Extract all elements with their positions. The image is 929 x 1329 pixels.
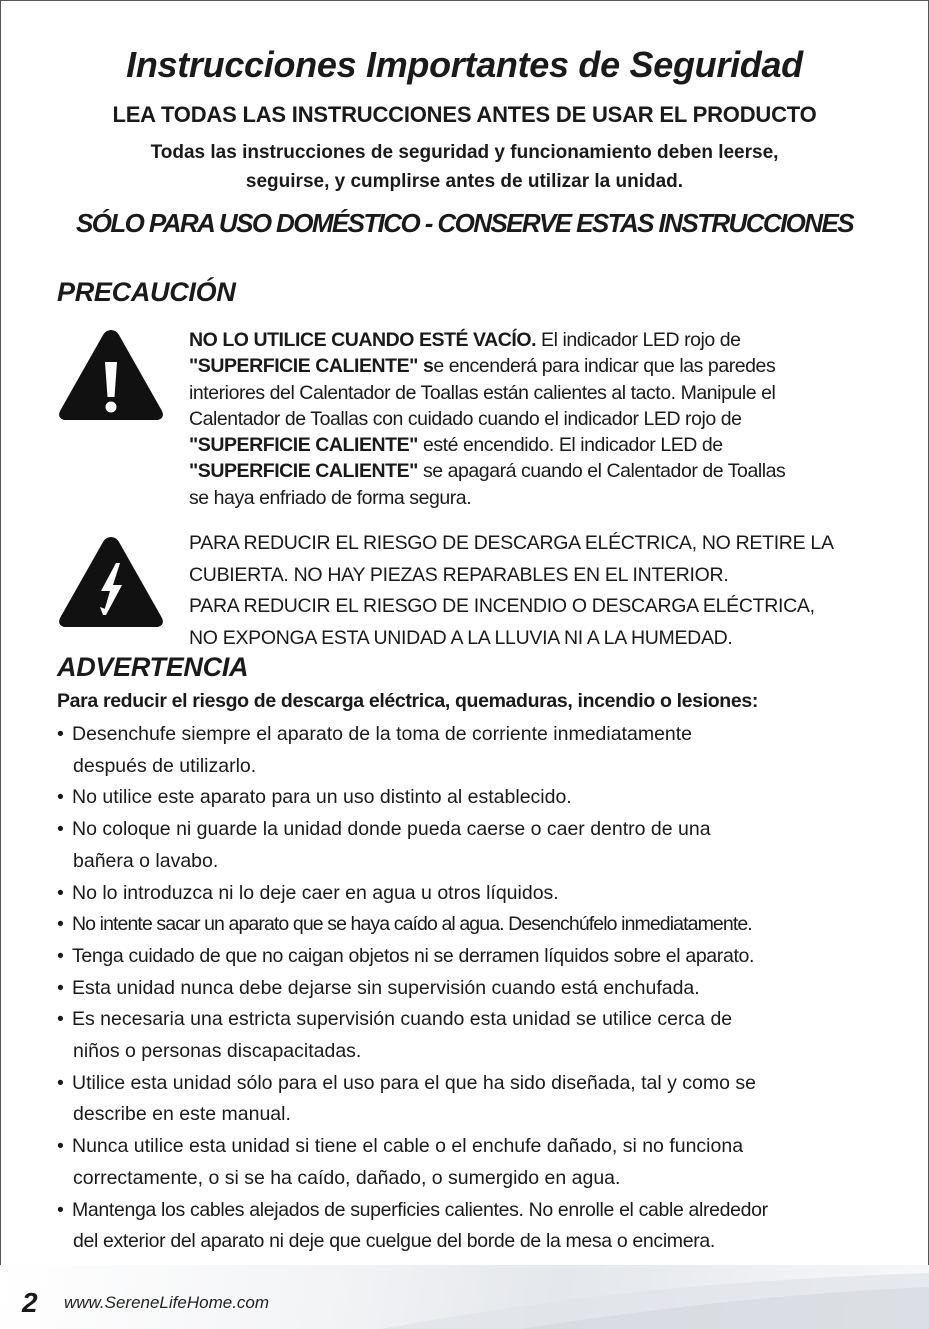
page-subtitle: LEA TODAS LAS INSTRUCCIONES ANTES DE USAR EL PRODUCTO: [112, 102, 817, 127]
warning-item-line-2: bañera o lavabo.: [73, 849, 219, 872]
warning-item-line-1: No utilice este aparato para un uso distinto al establecido.: [72, 786, 572, 809]
warning-item-line-1: Mantenga los cables alejados de superficies calientes. No enrolle el cable alrededor: [72, 1198, 768, 1221]
intro-note-line-2: seguirse, y cumplirse antes de utilizar la unidad.: [245, 171, 684, 192]
warning-item: [57, 878, 897, 910]
caution-line-2-bold: "SUPERFICIE CALIENTE" s: [189, 355, 434, 378]
warning-item-line-1: No coloque ni guarde la unidad donde pueda caerse o caer dentro de una: [72, 818, 711, 841]
warning-item: [57, 1131, 897, 1194]
caution-empty-use-text: [189, 327, 879, 511]
warning-heading: ADVERTENCIA: [57, 652, 249, 682]
caution-line-5-bold: "SUPERFICIE CALIENTE": [189, 434, 418, 457]
warning-lead: Para reducir el riesgo de descarga eléctrica, quemaduras, incendio o lesiones:: [57, 690, 758, 712]
footer-website-link[interactable]: www.SereneLifeHome.com: [64, 1293, 270, 1312]
warning-list: [57, 719, 897, 1258]
shock-line-2: CUBIERTA. NO HAY PIEZAS REPARABLES EN EL INTERIOR.: [189, 563, 729, 586]
caution-line-1: El indicador LED rojo de: [536, 329, 741, 351]
warning-item-line-1: Nunca utilice esta unidad si tiene el cable o el enchufe dañado, si no funciona: [72, 1135, 744, 1158]
bullet-icon: •: [57, 1198, 64, 1221]
warning-item-line-1: Es necesaria una estricta supervisión cuando esta unidad se utilice cerca de: [72, 1008, 733, 1031]
warning-item: [57, 973, 897, 1005]
household-use-notice: SÓLO PARA USO DOMÉSTICO - CONSERVE ESTAS INSTRUCCIONES: [76, 208, 853, 238]
warning-item: [57, 782, 897, 814]
warning-item-line-2: después de utilizarlo.: [73, 754, 257, 777]
bullet-icon: •: [57, 723, 64, 745]
intro-note-line-1: Todas las instrucciones de seguridad y funcionamiento deben leerse,: [150, 142, 779, 163]
shock-line-4: NO EXPONGA ESTA UNIDAD A LA LLUVIA NI A LA HUMEDAD.: [189, 626, 733, 649]
warning-item: [57, 1004, 897, 1067]
warning-item-line-2: correctamente, o si se ha caído, dañado, o sumergido en agua.: [73, 1166, 621, 1189]
warning-item-line-1: Desenchufe siempre el aparato de la toma de corriente inmediatamente: [72, 723, 693, 745]
warning-item: [57, 1068, 897, 1131]
warning-item-line-1: No lo introduzca ni lo deje caer en agua u otros líquidos.: [72, 881, 559, 904]
caution-line-1-bold: NO LO UTILICE CUANDO ESTÉ VACÍO.: [189, 329, 537, 351]
bullet-icon: •: [57, 913, 63, 936]
warning-item-line-1: Tenga cuidado de que no caigan objetos ni se derramen líquidos sobre el aparato.: [72, 944, 755, 967]
lightning-triangle-icon: [56, 533, 166, 631]
caution-line-6: se apagará cuando el Calentador de Toallas: [417, 460, 786, 483]
caution-heading: PRECAUCIÓN: [57, 277, 236, 307]
bullet-icon: •: [57, 881, 64, 904]
bullet-icon: •: [57, 976, 64, 999]
intro-note: [0, 138, 929, 196]
bullet-icon: •: [57, 1008, 64, 1031]
bullet-icon: •: [57, 1135, 64, 1158]
shock-line-1: PARA REDUCIR EL RIESGO DE DESCARGA ELÉCTRICA, NO RETIRE LA: [189, 532, 834, 554]
bullet-icon: •: [57, 786, 64, 809]
caution-line-2: e encenderá para indicar que las paredes: [433, 355, 776, 378]
caution-line-3: interiores del Calentador de Toallas están calientes al tacto. Manipule el: [189, 381, 776, 404]
warning-item-line-1: Esta unidad nunca debe dejarse sin supervisión cuando está enchufada.: [72, 976, 700, 999]
exclamation-triangle-icon: [56, 326, 166, 424]
warning-item: [57, 814, 897, 877]
warning-item: [57, 909, 897, 941]
warning-item-line-2: del exterior del aparato ni deje que cuelgue del borde de la mesa o encimera.: [73, 1230, 715, 1253]
caution-line-7: se haya enfriado de forma segura.: [189, 486, 472, 509]
warning-item: [57, 1195, 897, 1258]
warning-item: [57, 719, 897, 782]
page-title: Instrucciones Importantes de Seguridad: [126, 44, 803, 85]
caution-line-6-bold: "SUPERFICIE CALIENTE": [189, 460, 418, 483]
bullet-icon: •: [57, 1071, 64, 1094]
bullet-icon: •: [57, 818, 64, 841]
page-number: 2: [22, 1287, 38, 1318]
warning-item-line-2: niños o personas discapacitadas.: [73, 1040, 362, 1063]
warning-item: [57, 941, 897, 973]
warning-item-line-1: No intente sacar un aparato que se haya caído al agua. Desenchúfelo inmediatamente.: [72, 913, 752, 936]
shock-line-3: PARA REDUCIR EL RIESGO DE INCENDIO O DESCARGA ELÉCTRICA,: [189, 595, 815, 617]
caution-line-5: esté encendido. El indicador LED de: [417, 434, 723, 457]
bullet-icon: •: [57, 944, 64, 967]
warning-item-line-1: Utilice esta unidad sólo para el uso para el que ha sido diseñada, tal y como se: [72, 1071, 757, 1094]
shock-risk-text: [189, 528, 889, 654]
caution-line-4: Calentador de Toallas con cuidado cuando el indicador LED rojo de: [189, 407, 742, 430]
warning-item-line-2: describe en este manual.: [73, 1103, 291, 1126]
